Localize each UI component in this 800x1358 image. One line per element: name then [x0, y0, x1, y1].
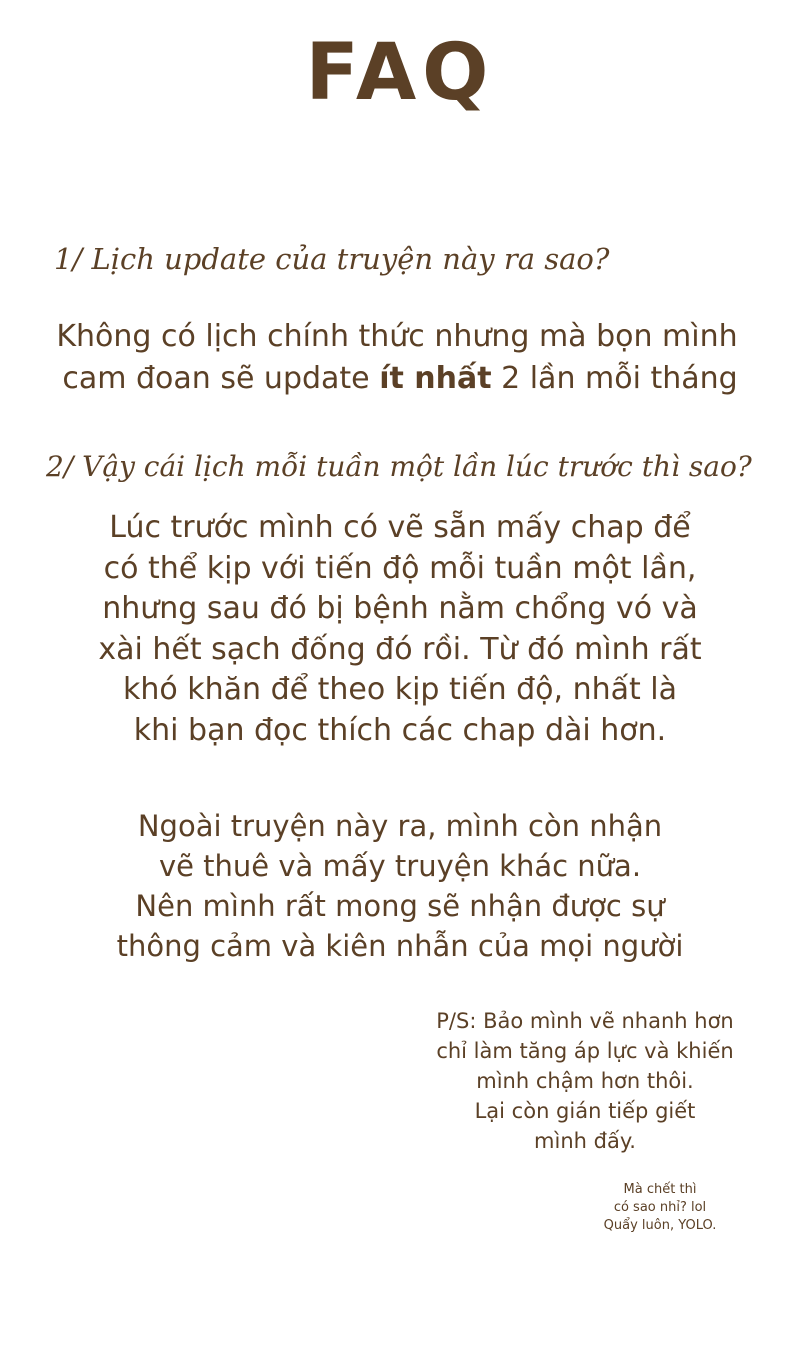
answer-line: xài hết sạch đống đó rồi. Từ đó mình rất: [98, 631, 702, 667]
answer-2: [0, 508, 800, 751]
note-line: có sao nhỉ? lol: [613, 1200, 707, 1215]
side-note: [580, 1181, 740, 1235]
note-line: Mà chết thì: [623, 1182, 697, 1197]
answer-line: Lúc trước mình có vẽ sẵn mấy chap để: [109, 510, 691, 545]
answer-line: nhưng sau đó bị bệnh nằm chổng vó và: [102, 591, 698, 626]
question-2: 2/ Vậy cái lịch mỗi tuần một lần lúc trước thì sao?: [46, 450, 752, 483]
note-line: Quẩy luôn, YOLO.: [603, 1218, 717, 1233]
answer-text: 2 lần mỗi tháng: [491, 361, 738, 396]
extra-paragraph: [0, 806, 800, 966]
ps-line: chỉ làm tăng áp lực và khiến: [436, 1039, 734, 1063]
answer-text: cam đoan sẽ update: [62, 361, 380, 396]
ps-line: mình chậm hơn thôi.: [476, 1069, 694, 1093]
extra-line: Ngoài truyện này ra, mình còn nhận: [137, 809, 663, 843]
extra-line: Nên mình rất mong sẽ nhận được sự: [135, 889, 665, 923]
answer-1: [0, 316, 800, 400]
postscript: [415, 1006, 755, 1156]
ps-line: P/S: Bảo mình vẽ nhanh hơn: [436, 1009, 734, 1033]
extra-line: vẽ thuê và mấy truyện khác nữa.: [158, 849, 642, 883]
answer-line: khó khăn để theo kịp tiến độ, nhất là: [122, 672, 678, 707]
ps-line: Lại còn gián tiếp giết: [474, 1099, 696, 1123]
page-title: FAQ: [305, 28, 495, 118]
question-1: 1/ Lịch update của truyện này ra sao?: [54, 242, 610, 276]
emphasis-text: ít nhất: [379, 361, 492, 396]
answer-line: có thể kịp với tiến độ mỗi tuần một lần,: [103, 550, 697, 586]
answer-line: [0, 358, 800, 400]
answer-line: Không có lịch chính thức nhưng mà bọn mình: [56, 319, 738, 354]
extra-line: thông cảm và kiên nhẫn của mọi người: [116, 929, 684, 963]
answer-line: khi bạn đọc thích các chap dài hơn.: [133, 712, 667, 748]
ps-line: mình đấy.: [534, 1129, 636, 1153]
